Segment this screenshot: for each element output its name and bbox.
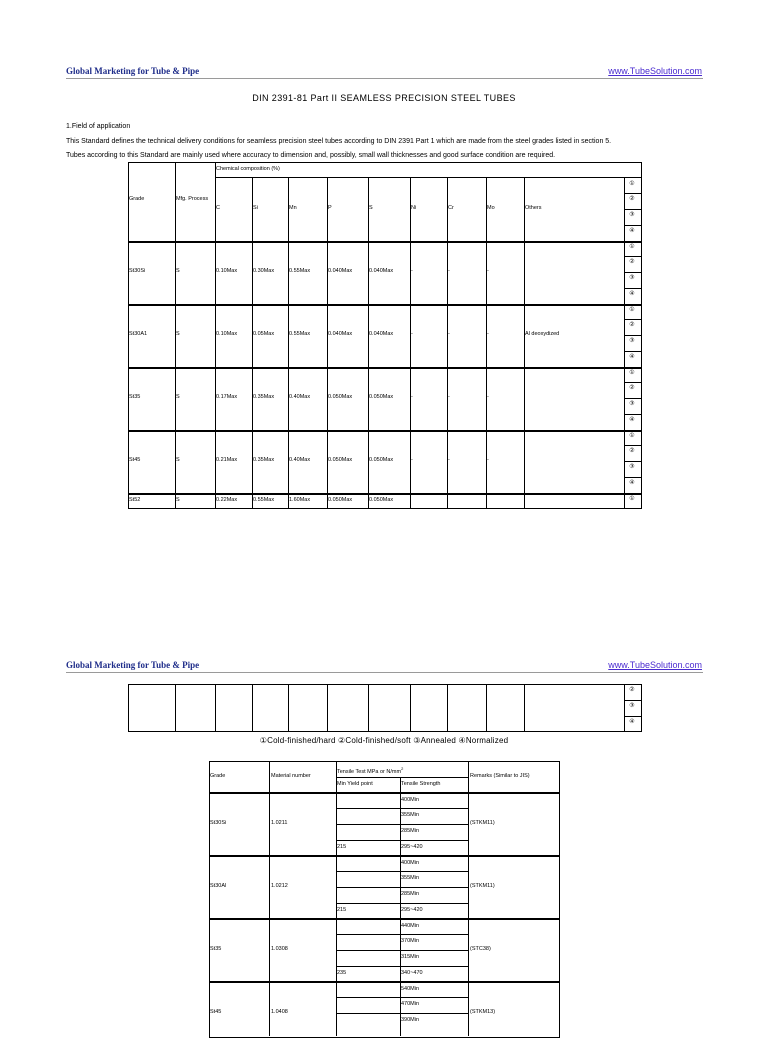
col-header-material-number: Material number — [271, 773, 311, 779]
col-header-grade: Grade — [129, 196, 145, 202]
page-header-website-link[interactable]: www.TubeSolution.com — [608, 660, 702, 670]
col-header-ni: Ni — [411, 205, 417, 211]
page-header-company: Global Marketing for Tube & Pipe — [66, 660, 200, 670]
condition-mark: ② — [629, 322, 635, 328]
chemical-composition-header: Chemical composition (%) — [216, 166, 280, 172]
condition-mark: ② — [629, 259, 635, 265]
col-header-mo: Mo — [487, 205, 495, 211]
condition-mark: ④ — [629, 291, 635, 297]
condition-mark: ② — [629, 385, 635, 391]
col-header-mfg-process: Mfg. Process — [176, 196, 209, 202]
col-header-si: Si — [253, 205, 258, 211]
col-header-p: P — [328, 205, 332, 211]
header-rule — [66, 672, 703, 673]
condition-mark: ② — [629, 448, 635, 454]
condition-mark: ③ — [629, 703, 635, 709]
condition-mark: ④ — [629, 228, 635, 234]
condition-legend: ①Cold-finished/hard ②Cold-finished/soft ③Annealed ④Normalized — [259, 736, 509, 745]
condition-mark: ② — [629, 196, 635, 202]
col-header-remarks: Remarks (Similar to JIS) — [470, 773, 530, 779]
col-header-mn: Mn — [289, 205, 297, 211]
condition-mark: ④ — [629, 417, 635, 423]
condition-mark: ① — [629, 433, 635, 439]
condition-mark: ① — [629, 496, 635, 502]
col-header-grade: Grade — [210, 773, 226, 779]
document-title: DIN 2391-81 Part II SEAMLESS PRECISION STEEL TUBES — [252, 93, 516, 103]
col-header-tensile-strength: Tensile Strength — [401, 781, 441, 787]
col-header-s: S — [369, 205, 373, 211]
condition-mark: ② — [629, 687, 635, 693]
col-header-min-yield-point: Min Yield point — [337, 781, 373, 787]
col-header-others: Others — [525, 205, 542, 211]
page-header-company: Global Marketing for Tube & Pipe — [66, 66, 200, 76]
condition-mark: ④ — [629, 719, 635, 725]
page-header-website-link[interactable]: www.TubeSolution.com — [608, 66, 702, 76]
condition-mark: ① — [629, 244, 635, 250]
condition-mark: ③ — [629, 338, 635, 344]
col-header-tensile-test: Tensile Test MPa or $N/mm^2$ — [337, 766, 404, 775]
header-rule — [66, 78, 703, 79]
section-heading: 1.Field of application — [66, 123, 131, 130]
paragraph-2: Tubes according to this Standard are mainly used where accuracy to dimension and, possibly, small wall thicknesses and good surface condition are required. — [66, 152, 556, 159]
condition-mark: ③ — [629, 275, 635, 281]
condition-mark: ① — [629, 181, 635, 187]
condition-mark: ④ — [629, 480, 635, 486]
col-header-c: C — [216, 205, 220, 211]
condition-mark: ① — [629, 370, 635, 376]
condition-mark: ③ — [629, 464, 635, 470]
condition-mark: ③ — [629, 401, 635, 407]
condition-mark: ① — [629, 307, 635, 313]
condition-mark: ③ — [629, 212, 635, 218]
condition-mark: ④ — [629, 354, 635, 360]
col-header-cr: Cr — [448, 205, 454, 211]
paragraph-1: This Standard defines the technical delivery conditions for seamless precision steel tubes according to DIN 2391 Part 1 which are made from the steel grades listed in section 5. — [66, 138, 612, 145]
